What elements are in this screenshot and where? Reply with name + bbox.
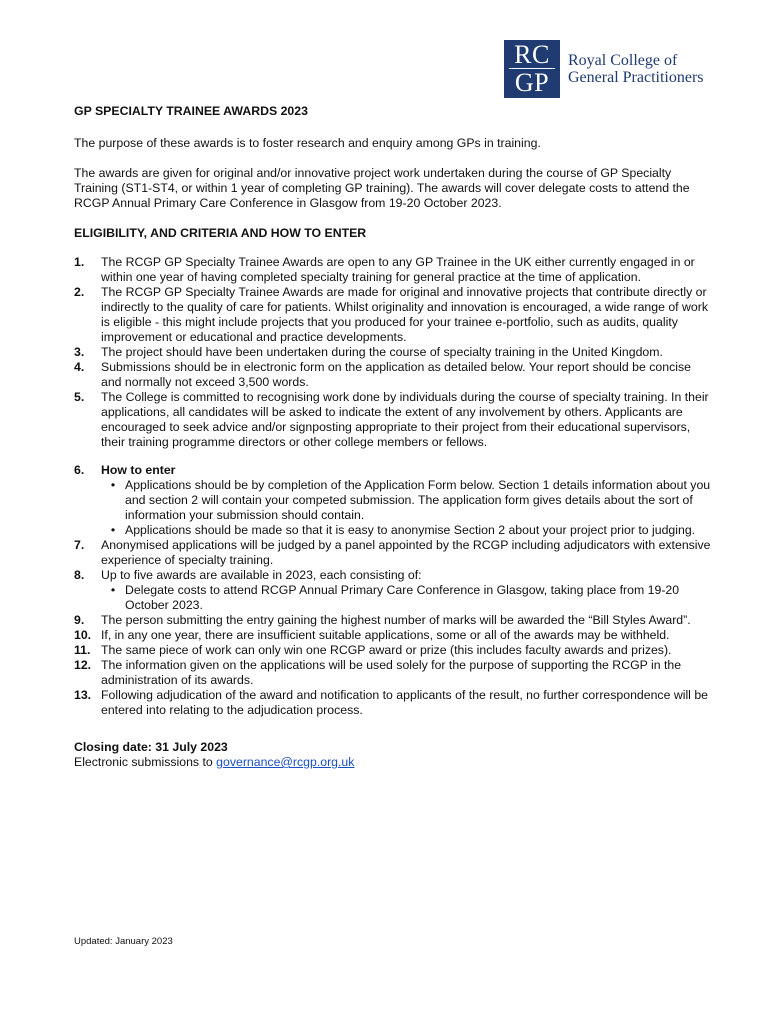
logo-name [568,52,704,86]
list-item-10 [74,628,714,643]
logo-mark-bottom: GP [509,68,555,96]
list-text: If, in any one year, there are insufficient suitable applications, some or all of the awards may be withheld. [101,628,670,642]
awards-bullets [101,583,714,613]
bullet-icon: • [110,523,116,537]
bullet-icon: • [110,478,116,492]
logo-mark-top: RC [514,40,550,69]
list-text: The person submitting the entry gaining the highest number of marks will be awarded the “Bill Styles Award”. [101,613,691,627]
bullet-item [101,478,714,523]
list-spacer [74,450,714,463]
list-number: 9. [74,613,85,627]
list-number: 13. [74,688,92,702]
document-title: GP SPECIALTY TRAINEE AWARDS 2023 [74,104,308,118]
list-item-13 [74,688,714,718]
list-item-9 [74,613,714,628]
closing-date: Closing date: 31 July 2023 [74,740,228,754]
bullet-text: Delegate costs to attend RCGP Annual Primary Care Conference in Glasgow, taking place from 19-20 October 2023. [125,583,680,612]
submission-prefix: Electronic submissions to [74,755,217,769]
document-body [74,104,714,770]
list-number: 4. [74,360,85,374]
list-item-12 [74,658,714,688]
list-item-3 [74,345,714,360]
list-number: 11. [74,643,91,657]
criteria-list [74,255,714,718]
list-number: 2. [74,285,85,299]
list-number: 12. [74,658,92,672]
submission-email-link[interactable]: governance@rcgp.org.uk [216,755,355,769]
intro-paragraph-2: The awards are given for original and/or innovative project work undertaken during the course of GP Specialty Training (ST1-ST4, or within 1 year of completing GP training). The awards will cover delegate costs to attend the RCGP Annual Primary Care Conference in Glasgow from 19-20 October 2023. [74,166,690,210]
list-number: 8. [74,568,85,582]
intro-paragraph-1: The purpose of these awards is to foster research and enquiry among GPs in training. [74,136,541,150]
list-item-8 [74,568,714,613]
awards-block [101,568,714,613]
list-text: The project should have been undertaken during the course of specialty training in the United Kingdom. [101,345,663,359]
how-to-enter-bullets [101,478,714,538]
list-number: 7. [74,538,85,552]
bullet-text: Applications should be by completion of the Application Form below. Section 1 details information about you and section 2 will contain your competed submission. The application form gives details about the sort of information your submission should contain. [125,478,711,522]
list-text: The information given on the applications will be used solely for the purpose of supporting the RCGP in the administration of its awards. [101,658,682,687]
list-number: 1. [74,255,85,269]
list-item-4 [74,360,714,390]
list-text: The College is committed to recognising work done by individuals during the course of specialty training. In their applications, all candidates will be asked to indicate the extent of any involvement by others. Applicants are encouraged to seek advice and/or signposting appropriate to their project from their educational supervisors, their training programme directors or other college members or fellows. [101,390,709,449]
rcgp-logo [504,40,704,98]
bullet-text: Applications should be made so that it is easy to anonymise Section 2 about your project prior to judging. [125,523,696,537]
list-item-2 [74,285,714,345]
bullet-icon: • [110,583,116,597]
list-text: The RCGP GP Specialty Trainee Awards are open to any GP Trainee in the UK either currently engaged in or within one year of having completed specialty training for general practice at the time of application. [101,255,695,284]
list-item-7 [74,538,714,568]
footer-updated: Updated: January 2023 [74,936,173,947]
list-text: The RCGP GP Specialty Trainee Awards are made for original and innovative projects that contribute directly or indirectly to the quality of care for patients. Whilst originality and innovation is encouraged, a wide range of work is eligible - this might include projects that you produced for your trainee e-portfolio, such as audits, quality improvement or educational and practice developments. [101,285,708,344]
list-text: The same piece of work can only win one RCGP award or prize (this includes faculty awards and prizes). [101,643,672,657]
list-text: Following adjudication of the award and notification to applicants of the result, no further correspondence will be entered into relating to the adjudication process. [101,688,709,717]
how-to-enter-heading: How to enter [101,463,176,477]
list-number: 5. [74,390,85,404]
list-number: 6. [74,463,85,477]
list-item-1 [74,255,714,285]
logo-name-line1: Royal College of [568,52,678,69]
list-text: Anonymised applications will be judged by a panel appointed by the RCGP including adjudicators with extensive experience of specialty training. [101,538,711,567]
list-text: Up to five awards are available in 2023, each consisting of: [101,568,422,582]
list-item-6 [74,463,714,538]
list-text: Submissions should be in electronic form on the application as detailed below. Your report should be concise and normally not exceed 3,500 words. [101,360,691,389]
submission-line [74,755,714,770]
list-item-5 [74,390,714,450]
bullet-item [101,523,714,538]
list-item-11 [74,643,714,658]
list-number: 3. [74,345,85,359]
closing-section [74,740,714,770]
rcgp-logo-mark [504,40,560,98]
bullet-item [101,583,714,613]
logo-name-line2: General Practitioners [568,69,704,86]
section-heading: ELIGIBILITY, AND CRITERIA AND HOW TO ENTER [74,226,367,240]
how-to-enter-block [101,463,714,538]
list-number: 10. [74,628,92,642]
